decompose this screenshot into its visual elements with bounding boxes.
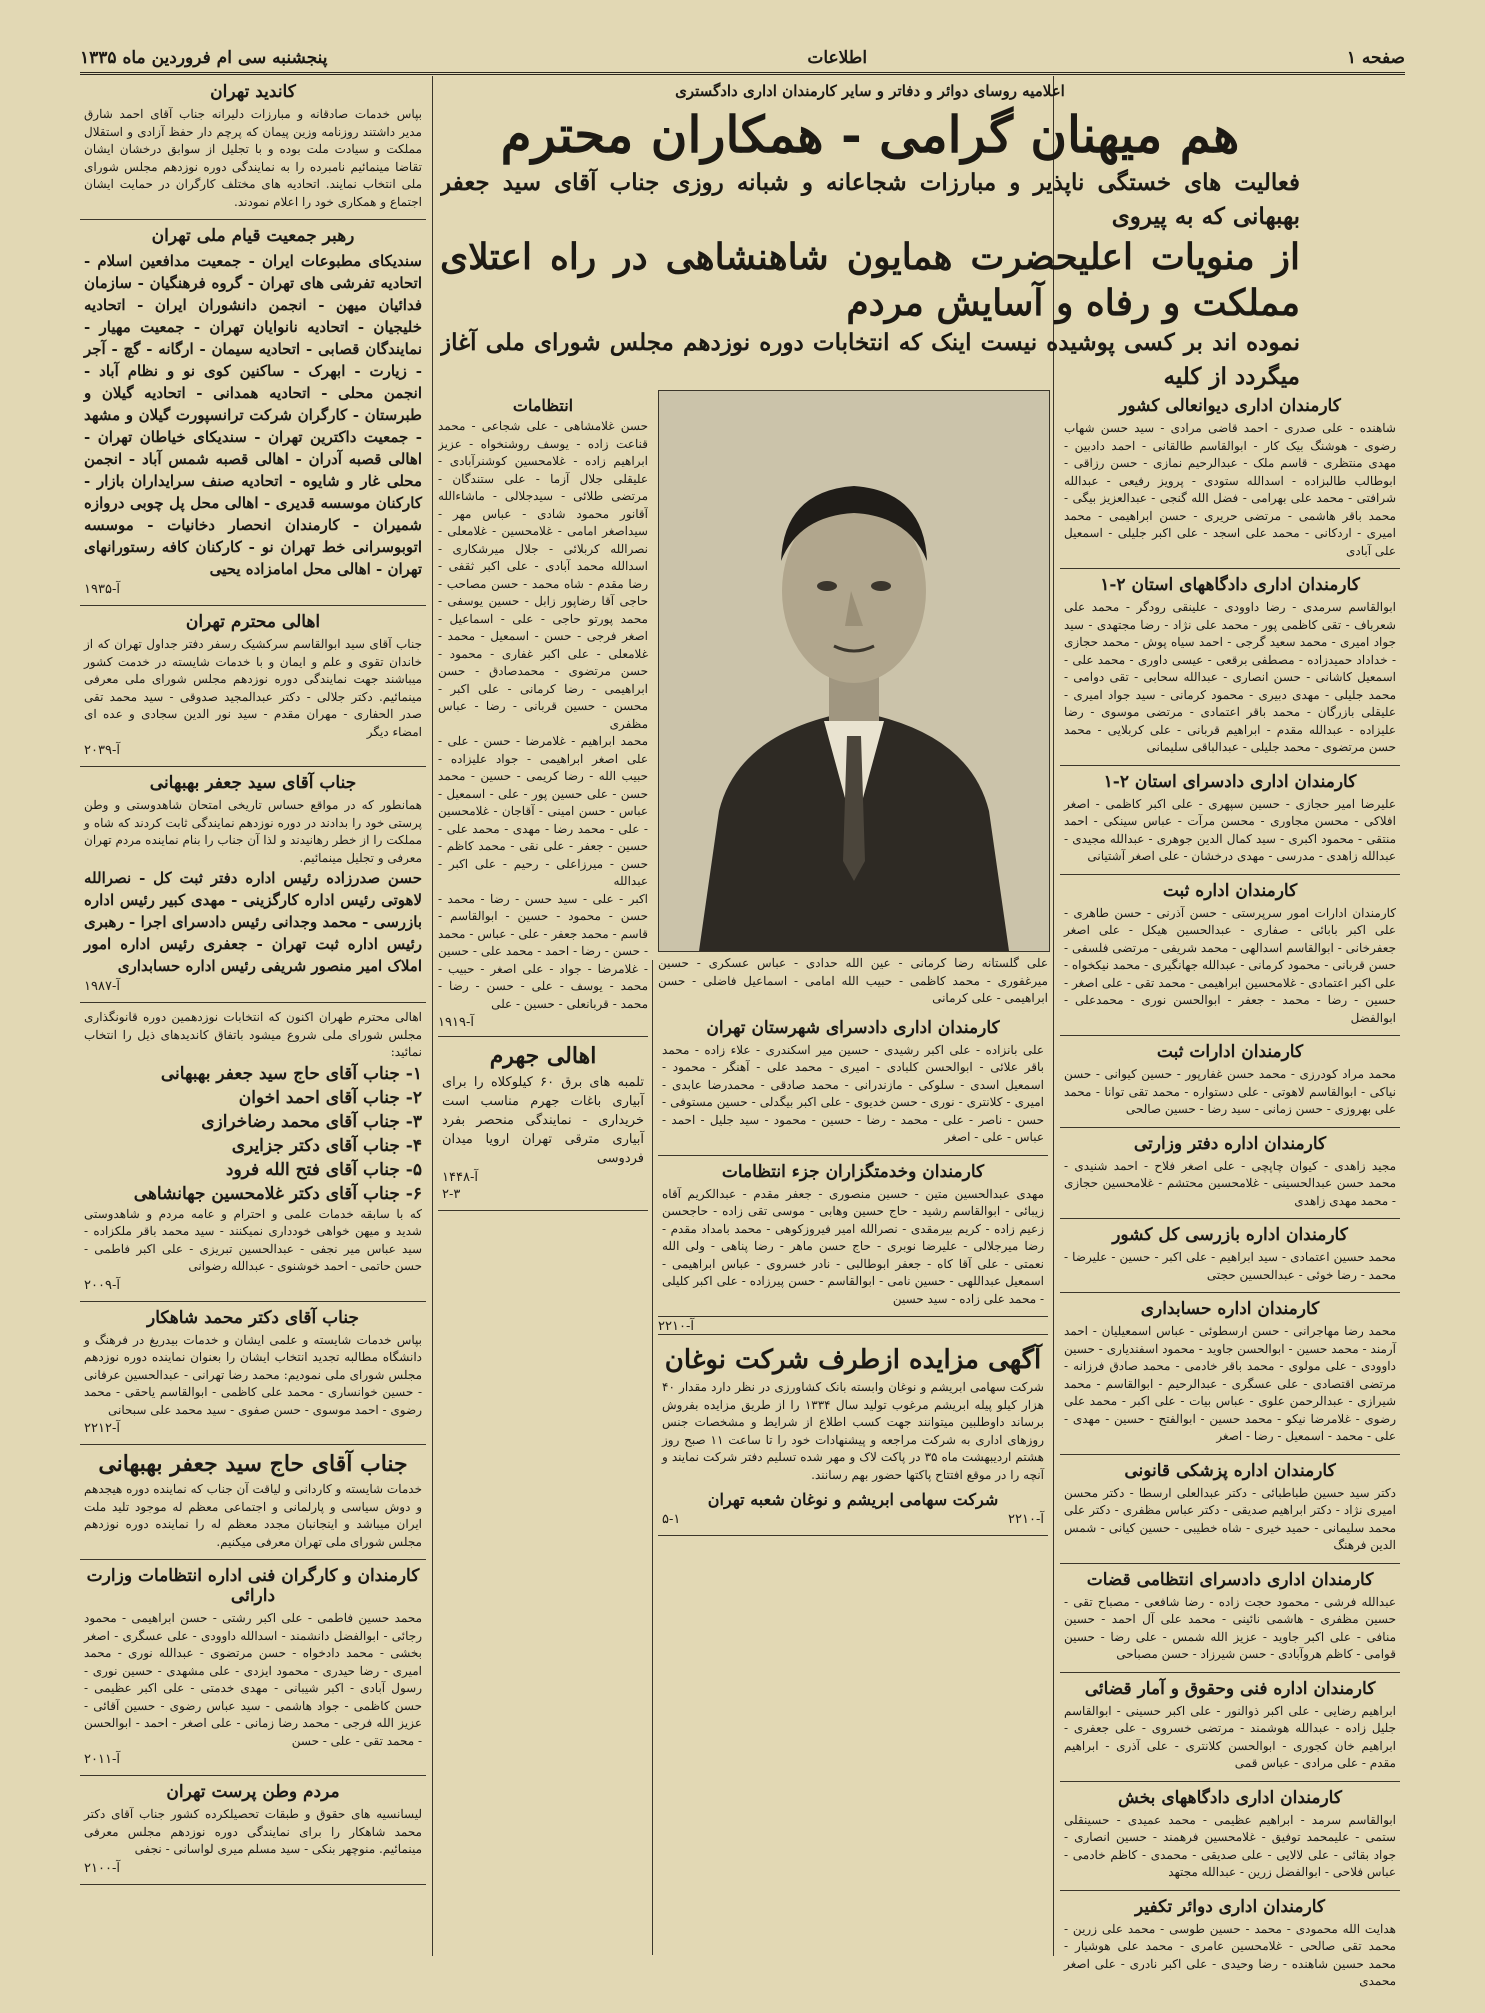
box-title: کارمندان اداری دادگاههای استان ۲-۱ — [1100, 575, 1360, 595]
left-box-1 — [80, 220, 426, 606]
lead-line-1: فعالیت های خستگی ناپذیر و مبارزات شجاعانه و شبانه روزی جناب آقای سید جعفر بهبهانی که به پیروی — [440, 169, 1300, 230]
box-sig: آ-۱۹۸۷ — [84, 979, 120, 994]
box-sig: آ-۲۱۰۰ — [84, 1860, 120, 1876]
ad-num-1: آ-۲۲۱۰ — [1008, 1512, 1044, 1527]
box-title: مردم وطن پرست تهران — [166, 1782, 340, 1802]
box-text: ابوالقاسم سرمدی - رضا داوودی - علینقی رودگر - محمد علی شعرباف - تقی کاظمی پور - محمد علی نژاد - رضا مجتهدی - سید جواد امیری - محمد سعید گرجی - احمد سیاه پوش - محمد حجازی - خداداد حمیدزاده - مصطفی برقعی - عیسی داوری - محمد علی - اسمعیل کاشانی - حسن انصاری - عبدالله سحابی - تقی دوامی - محمد جلیلی - مهدی دبیری - محمود کرمانی - سید جواد امیری - علیقلی بازرگان - محمد باقر اعتمادی - مرتضی موسوی - رضا علیزاده - عبدالله مقدم - ابراهیم قربانی - علی کربلایی - محمد حسن مرتضوی - محمد جلیلی - عبدالباقی سلیمانی — [1064, 600, 1396, 754]
lead-line-2: از منویات اعلیحضرت همایون شاهنشاهی در راه اعتلای مملکت و رفاه و آسایش مردم — [440, 236, 1300, 324]
main-headline: هم میهنان گرامی - همکاران محترم — [500, 105, 1240, 164]
issue-date: پنجشنبه سی ام فروردین ماه ۱۳۳۵ — [80, 48, 328, 68]
box-text: محمد مراد کودرزی - محمد حسن غفارپور - حسین کیوانی - حسن نیاکی - ابوالقاسم لاهوتی - علی دستواره - محمد تقی توانا - محمد علی بهروزی - حسن زمانی - سید رضا - حسین صالحی — [1064, 1067, 1396, 1116]
left-box-4 — [80, 1003, 426, 1302]
box-text: محمد رضا مهاجرانی - حسن ارسطوئی - عباس اسمعیلیان - احمد آرمند - محمد حسین - ابوالحسن جاوید - محمود اسفندیاری - حسین داوودی - علی مولوی - محمد باقر خادمی - محمد صادق فرزانه - مرتضی اقتصادی - علی عسگری - عبدالرحیم - ابوالقاسم - محمد شیرازی - عبدالرحمن علوی - عباس بیات - علی اکبر - محمد علی رضوی - غلامرضا نیکو - محمد حسین - ابوالفتح - حسین - مهدی - علی - محمد - اسمعیل - رضا - اصغر — [1064, 1324, 1396, 1443]
box-title: کارمندان اداری دادسرای استان ۲-۱ — [1103, 771, 1357, 792]
candidate-1: ۱- جناب آقای حاج سید جعفر بهبهانی — [160, 1063, 422, 1084]
box-text: شاهنده - علی صدری - احمد قاضی مرادی - سید حسن شهاب رضوی - هوشنگ بیک کار - ابوالقاسم طالقانی - احمد دادبین - مهدی منتظری - قاسم ملک - عبدالرحیم نمازی - حسن رزاقی - ابوطالب طالبزاده - اسدالله ستودی - پرویز رفیعی - عبدالله شرافتی - محمد علی بهرامی - فضل الله گنجی - عبدالعزیز بیگی - محمد باقر هاشمی - مرتضی حریری - حسن ابراهیمی - محمد امیری - اردکانی - محمد علی اسجد - علی اکبر جلیلی - اسمعیل علی آبادی — [1064, 421, 1396, 558]
candidate-6: ۶- جناب آقای دکتر غلامحسین جهانشاهی — [133, 1183, 422, 1204]
box-sig: آ-۲۲۱۲ — [84, 1421, 120, 1436]
box-sig: آ-۲۰۰۹ — [84, 1277, 120, 1293]
box-text: ابوالقاسم سرمد - ابراهیم عظیمی - محمد عمیدی - حسینقلی ستمی - علیمحمد توفیق - غلامحسین فرهمند - حسین انصاری - جواد بقائی - علی لالایی - علی صدیقی - محمدی - کاظم خادمی - عباس فلاحی - ابوالفضل زرین - عبدالله مجتهد — [1064, 1812, 1396, 1879]
box-text: کارمندان ادارات امور سرپرستی - حسن آذرنی - حسن طاهری - علی اکبر بابائی - صفاری - عبدالحسین هیکل - علی اصغر جعفرخانی - ابوالقاسم اسدالهی - محمد شریفی - مرتضی فلسفی - حسن قربانی - محمود کرمانی - عبدالله جهانگیری - محمد نیکخواه - علی اکبر اعتمادی - غلامحسین ابراهیمی - محمد تقی - علی اصغر - حسین - رضا - محمد - جعفر - ابوالحسن نوری - محمدعلی - ابوالفضل — [1064, 905, 1396, 1025]
right-box-12 — [1060, 1891, 1400, 1991]
page-number: صفحه ۱ — [1346, 48, 1405, 68]
box-extra: حسن صدرزاده رئیس اداره دفتر ثبت کل - نصرالله لاهوتی رئیس اداره کارگزینی - مهدی کبیر رئیس اداره بازرسی - محمد وجدانی رئیس دادسرای اجرا - رهبری رئیس اداره ثبت تهران - جعفری رئیس اداره امور املاک امیر منصور شریفی رئیس اداره حسابداری — [84, 869, 422, 975]
box-text: علی بانزاده - علی اکبر رشیدی - حسین میر اسکندری - علاء زاده - محمد باقر علائی - ابوالحسن کلبادی - امیری - محمد علی - آهنگر - محمود - اسمعیل اسدی - سلوکی - مازندرانی - محمد صادقی - محمدرضا عابدی - امیری - کلانتری - نوری - حسن خدیوی - علی اکبر بیگدلی - حسین مستوفی - حسن - ناصر - علی - محمد - رضا - حسین - محمود - سید جلیل - احمد - عباس - علی - اصغر — [662, 1042, 1044, 1144]
box-text: هدایت الله محمودی - محمد - حسین طوسی - محمد علی زرین - محمد تقی صالحی - غلامحسین عامری - محمد علی هوشیار - محمد حسین شاهنده - رضا وحیدی - علی اکبر نادری - علی اصغر محمدی — [1064, 1921, 1396, 1988]
page-header — [80, 32, 1405, 75]
ad-footer — [662, 1512, 1044, 1527]
ad-num-2: ۵-۱ — [662, 1512, 681, 1527]
mid-box-0 — [658, 1012, 1048, 1156]
box-title: کارمندان اداری دیوانعالی کشور — [1119, 396, 1341, 416]
right-box-1 — [1060, 569, 1400, 766]
left-box-0 — [80, 76, 426, 220]
mid-box-1 — [658, 1156, 1048, 1318]
box-title: جناب آقای سید جعفر بهبهانی — [149, 773, 357, 793]
lead-line-3: نموده اند بر کسی پوشیده نیست اینک که انتخابات دوره نوزدهم مجلس شورای ملی آغاز میگردد از کلیه — [440, 329, 1300, 390]
ahali-jahrom-box — [438, 1036, 648, 1211]
right-box-6 — [1060, 1219, 1400, 1293]
box-text: مهدی عبدالحسین متین - حسین منصوری - جعفر مقدم - عبدالکریم آقاه زیبائی - ابوالقاسم رشید - حاج حسین وهابی - موسی تقی زاده - حاجحسن زعیم زاده - کریم بیرمقدی - نصرالله امیر فیروزکوهی - محمد بامداد مقدم - رضا میرجلالی - علیرضا نوبری - حاج حسن ماهر - رضا پناهی - ولی الله نعمتی - علی آقا کاه - جعفر ابوطالبی - نادر خسروی - عباس ابراهیمی - اسمعیل عبداللهی - حسین نامی - ابوالقاسم - حسن پیرزاده - علی اکبر کلیلی - محمد علی زاده - سید حسین — [662, 1186, 1044, 1306]
right-box-5 — [1060, 1128, 1400, 1220]
box-text: محمد حسین اعتمادی - سید ابراهیم - علی اکبر - حسین - علیرضا - محمد - رضا خوئی - عبدالحسین حجتی — [1064, 1250, 1396, 1282]
box-title: کارمندان اداره ثبت — [1162, 880, 1298, 901]
box-title: کارمندان اداری دوائر تکفیر — [1135, 1896, 1325, 1917]
box-sig: آ-۱۹۳۵ — [84, 582, 120, 597]
box-text: جناب آقای سید ابوالقاسم سرکشیک رسفر دفتر جداول تهران که از خاندان تقوی و علم و ایمان و با خدمات شایسته در خدمت کشور میباشند جهت نمایندگی دوره نوزدهم مجلس شورای ملی معرفی مینمائیم. دکتر جلالی - دکتر عبدالمجید صدوقی - سید محمد تقی صدر الحفاری - مهران مقدم - سید نور الدین سجادی و عده ای امضاء دیگر — [84, 637, 422, 739]
right-box-8 — [1060, 1455, 1400, 1564]
ahali-title: اهالی جهرم — [489, 1043, 597, 1069]
announcer: اعلامیه روسای دوائر و دفاتر و سایر کارمندان اداری دادگستری — [675, 82, 1065, 100]
box-title: اهالی محترم تهران — [185, 612, 321, 632]
box-text: دکتر سید حسین طباطبائی - دکتر عبدالعلی ارسطا - دکتر محسن امیری نژاد - دکتر ابراهیم صدیقی - دکتر عباس مظفری - دکتر علی محمد سلیمانی - حمید خیری - شاه خطیبی - حسین کیانی - شمس الدین فرهنگ — [1064, 1485, 1396, 1552]
ad-text: شرکت سهامی ابریشم و نوغان وابسته بانک کشاورزی در نظر دارد مقدار ۴۰ هزار کیلو پیله ابریشم مرغوب تولید سال ۱۳۳۴ را از طریق مزایده بفروش برساند داوطلبین میتوانند جهت کسب اطلاع از شرایط و مشخصات جنس روزهای اداری به شرکت مراجعه و پیشنهادات خود را تا ساعت ۱۱ صبح روز هشتم اردیبهشت ماه ۳۵ در پاکت لاک و مهر شده تسلیم دفتر شرکت نمایند و آنچه را در موقع افتتاح پاکتها حضور بهم رسانند. — [662, 1380, 1045, 1482]
box-sig: آ-۲۰۱۱ — [84, 1752, 120, 1767]
right-box-9 — [1060, 1564, 1400, 1673]
box-title: کارمندان اداری دادسرای شهرستان تهران — [706, 1017, 1000, 1038]
left-box-8 — [80, 1776, 426, 1885]
left-box-5 — [80, 1302, 426, 1446]
intizamat-sig: آ-۱۹۱۹ — [438, 1015, 474, 1030]
box-text: مجید زاهدی - کیوان چاپچی - علی اصغر فلاح - احمد شنیدی - محمد حسن عبدالحسینی - غلامحسین محتشم - غلامحسین حجازی - محمد مهدی زاهدی — [1064, 1158, 1396, 1208]
mid-lower-sig: آ-۲۲۱۰ — [658, 1319, 694, 1334]
under-photo-column — [658, 955, 1048, 1955]
box-text: همانطور که در مواقع حساس تاریخی امتحان شاهدوستی و وطن پرستی خود را بدادند در دوره نوزدهم نمایندگی ثابت کردند که شاه و مملکت را از خطر رهانیدند و لذا آن جناب را بنام نماینده مردم تهران معرفی و تجلیل مینمائیم. — [84, 798, 422, 865]
box-title: کارمندان اداره فنی وحقوق و آمار قضائی — [1084, 1678, 1376, 1699]
photo-caption: علی گلستانه رضا کرمانی - عین الله حدادی - عباس عسکری - حسین میرغفوری - محمد کاظمی - حبیب الله امامی - اسماعیل فاضلی - حسن ابراهیمی - علی کرمانی — [658, 956, 1048, 1005]
right-box-0 — [1060, 390, 1400, 569]
box-text: سندیکای مطبوعات ایران - جمعیت مدافعین اسلام - اتحادیه تفرشی های تهران - گروه فرهنگیان - سازمان فدائیان میهن - انجمن دانشوران ایران - اتحادیه خلیجیان - اتحادیه نانوایان تهران - جمعیت مهیار - نمایندگان قصابی - اتحادیه سیمان - ارگانه - گچ - آجر - زیارت - ابهرک - ساکنین کوی نو و نظام آباد - انجمن محلی - اتحادیه همدانی - اتحادیه گیلان و طبرستان - کارگران شرکت ترانسپورت گیلان و مشهد - جمعیت داکترین تهران - سندیکای خیاطان تهران - اهالی قصبه آدران - اهالی قصبه شمس آباد - انجمن محلی غار و شایوه - اتحادیه صنف سرایداران بازار - کارکنان موسسه قدیری - اهالی محل پل چوبی دروازه شمیران - کارمندان انحصار دخانیات - موسسه اتوبوسرانی خط تهران نو - کارکنان کافه رستورانهای تهران - اهالی محل امامزاده یحیی — [84, 252, 422, 578]
box-text: بپاس خدمات صادقانه و مبارزات دلیرانه جناب آقای احمد شارق مدیر داشتند روزنامه وزین پیمان که پرچم دار حفظ آزادی و استقلال مملکت و سیادت ملت بوده و با تجلیل از سوابق درخشان ایشان تقاضا مینمائیم نامبرده را به نمایندگی دوره نوزدهم مجلس شورای ملی انتخاب نمایند. اتحادیه های مختلف کارگران در حمایت ایشان اجتماع و همکاری خود را اعلام نمودند. — [84, 107, 422, 209]
box-text: علیرضا امیر حجازی - حسین سپهری - علی اکبر کاظمی - اصغر افلاکی - محسن مجاوری - محسن مرآت - عباس سینکی - احمد منتقی - محمود اکبری - سید کمال الدین جوهری - عبدالله مجیدی - عبدالله زاهدی - مدرسی - مهدی درخشان - علی اصغر آشتیانی — [1064, 796, 1397, 863]
main-announcement — [440, 80, 1300, 390]
box-title: جناب آقای دکتر محمد شاهکار — [146, 1307, 359, 1328]
box-title: کارمندان اداره بازرسی کل کشور — [1112, 1225, 1348, 1245]
box-title: رهبر جمعیت قیام ملی تهران — [151, 226, 355, 246]
column-rule-middle-lower — [652, 960, 653, 1955]
portrait-photo — [658, 390, 1050, 952]
ahali-sig: آ-۱۴۴۸ — [442, 1170, 478, 1185]
box-text: خدمات شایسته و کاردانی و لیاقت آن جناب که نماینده دوره هیجدهم و دوش سیاسی و پارلمانی و اجتماعی معظم له موجود تلید ملت ایران میباشد و اینجانبان مجدد معظم له را نماینده دوره نوزدهم مجلس شورای ملی تهران معرفی میکنیم. — [84, 1482, 422, 1549]
candidate-3: ۳- جناب آقای محمد رضاخرازی — [201, 1111, 422, 1132]
ahali-num: ۲-۳ — [442, 1187, 461, 1202]
box-title: کارمندان اداره پزشکی قانونی — [1124, 1460, 1336, 1481]
ahali-text: تلمبه های برق ۶۰ کیلوکلاه را برای آبیاری باغات جهرم مناسب است خریداری - نمایندگی منحصر بفرد آبیاری مترقی تهران ارویا میدان فردوسی — [442, 1075, 644, 1166]
ad-sign: شرکت سهامی ابریشم و نوغان شعبه تهران — [707, 1490, 999, 1509]
left-box-3 — [80, 767, 426, 1003]
box-text: بپاس خدمات شایسته و علمی ایشان و خدمات بیدریغ در فرهنگ و دانشگاه مطالبه تجدید انتخاب ایشان را بعنوان نماینده دوره نوزدهم مجلس شورای ملی نمودیم: محمد رضا تهرانی - عبدالحسین عرفانی - حسین خوانساری - محمد علی کاظمی - ابوالقاسم یاحقی - محمد رضوی - احمد موسوی - حسن صفوی - سید محمد علی سبحانی — [84, 1332, 422, 1417]
right-box-7 — [1060, 1293, 1400, 1455]
right-box-11 — [1060, 1782, 1400, 1891]
box-title: کارمندان اداری دادگاههای بخش — [1118, 1787, 1342, 1808]
candidate-4: ۴- جناب آقای دکتر جزایری — [231, 1135, 422, 1156]
left-box-6 — [80, 1445, 426, 1560]
intizamat-line-3: اکبر - علی - سید حسن - رضا - محمد - حسن - محمود - حسین - ابوالقاسم - قاسم - محمد جعفر - علی - عباس - محمد - حسن - رضا - احمد - محمد علی - حسین - غلامرضا - جواد - علی اصغر - حبیب - محمد - یوسف - علی - حسن - رضا - محمد - قربانعلی - حسین - علی — [438, 891, 648, 1011]
right-box-3 — [1060, 875, 1400, 1037]
left-box-7 — [80, 1560, 426, 1776]
box-text: ابراهیم رضایی - علی اکبر ذوالنور - علی اکبر حسینی - ابوالقاسم جلیل زاده - عبدالله هوشمند - مرتضی خسروی - علی جعفری - ابراهیم خان کجوری - ابوالحسن کلانتری - علی آذری - ابراهیم مقدم - علی مرادی - عباس قمی — [1064, 1703, 1396, 1770]
box-title: کارمندان اداری دادسرای انتظامی قضات — [1086, 1569, 1374, 1590]
intizamat-column — [438, 390, 648, 1955]
right-box-10 — [1060, 1673, 1400, 1782]
newspaper-name: اطلاعات — [807, 48, 868, 68]
box-title: کارمندان ادارات ثبت — [1156, 1042, 1304, 1062]
column-rule-left — [432, 76, 433, 1956]
left-box-2 — [80, 606, 426, 767]
right-column — [1060, 390, 1400, 1990]
noghan-ad — [658, 1334, 1048, 1536]
ad-title: آگهی مزایده ازطرف شرکت نوغان — [664, 1345, 1042, 1375]
box-title: کاندید تهران — [210, 82, 296, 102]
box-sig: آ-۲۰۳۹ — [84, 743, 120, 758]
intizamat-line-2: محمد ابراهیم - غلامرضا - حسن - علی - علی اصغر ابراهیمی - جواد علیزاده - حبیب الله - رضا کریمی - حسین - محمد حسن - علی حسین پور - علی - اسمعیل - عباس - حسن امینی - آقاجان - غلامحسین - علی - محمد رضا - مهدی - محمد علی - حسین - جعفر - علی نقی - محمد کاظم - حسن - میرزاعلی - رحیم - علی اکبر - عبدالله — [438, 734, 648, 888]
box-text: محمد حسین فاطمی - علی اکبر رشتی - حسن ابراهیمی - محمود رجائی - ابوالفضل دانشمند - اسدالله داوودی - علی عسگری - اصغر بخشی - محمد دادخواه - حسن مرتضوی - عبدالله نوری - محمد امیری - رضا حیدری - محمود ایزدی - علی مشهدی - حسین نوری - رسول آبادی - اکبر شیبانی - مهدی خدمتی - علی اکبر عظیمی - حسن کاظمی - جواد هاشمی - سید عباس رضوی - حسین آقائی - عزیز الله فرجی - محمد رضا زمانی - علی اصغر - احمد - ابوالحسن - محمد تقی - علی - حسن — [84, 1611, 422, 1748]
box-text: لیسانسیه های حقوق و طبقات تحصیلکرده کشور جناب آقای دکتر محمد شاهکار را برای نمایندگی دوره نوزدهم مجلس معرفی مینمائیم. منوچهر بنکی - سید مسلم میری لواسانی - نجفی — [84, 1807, 422, 1856]
candidate-5: ۵- جناب آقای فتح الله فرود — [225, 1159, 422, 1180]
box-title: کارمندان اداره حسابداری — [1140, 1299, 1320, 1319]
left-column — [80, 76, 426, 1986]
box-title: کارمندان و کارگران فنی اداره انتظامات وزارت دارائی — [86, 1566, 420, 1606]
box-title: جناب آقای حاج سید جعفر بهبهانی — [98, 1451, 408, 1477]
intizamat-line-1: حسن غلامشاهی - علی شجاعی - محمد قناعت زاده - یوسف روشنخواه - عزیز ابراهیم زاده - غلامحسین کوشنرآبادی - علیقلی جلال آزما - علی ستندگان - مرتضی طلائی - سیدجلالی - ماشاءالله آقانور محمود شادی - عباس مهر - سیداصغر امامی - غلامحسین - غلامعلی - نصرالله کربلائی - جلال میرشکاری - اسدالله محمد آبادی - علی اکبر ثقفی - رضا مقدم - شاه محمد - حسن مصاحب - حاجی آقا رضاپور زابل - حسین یوسفی - محمد پورتو حاجی - علی - اسماعیل - اصغر فرجی - حسن - اسمعیل - محمد - غلامعلی - علی اکبر غفاری - محمود - حسن مرتضوی - محمدصادق - حسن ابراهیمی - رضا کرمانی - علی اکبر - محسن - حسین قربانی - رضا - عباس مظفری — [438, 419, 648, 731]
right-box-2 — [1060, 766, 1400, 875]
box-title: کارمندان اداره دفتر وزارتی — [1133, 1133, 1327, 1154]
box-title: کارمندان وخدمتگزاران جزء انتظامات — [721, 1161, 985, 1182]
box-text: که با سابقه خدمات علمی و احترام و عامه مردم و شاهدوستی شدید و میهن خواهی خودداری نمیکنند - سید محمد باقر ملکزاده - سید عباس میر نجفی - عبدالحسین تبریزی - علی اکبر فاطمی - حسن حاتمی - احمد خوشنوی - عبدالله رضوانی — [84, 1206, 422, 1273]
box-text: عبدالله فرشی - محمود حجت زاده - رضا شافعی - مصباح تقی - حسین مظفری - هاشمی نائینی - محمد علی آل احمد - حسین منافی - علی اکبر جاوید - عزیز الله شمس - علی رضا - حسین قوامی - کاظم هروآبادی - حسن شیرزاد - حسن مصباحی — [1064, 1594, 1396, 1661]
box-title: اهالی محترم طهران اکنون که انتخابات نوزدهمین دوره قانونگذاری مجلس شورای ملی شروع میشود باتفاق کاندیدهای ذیل را انتخاب نمائید: — [84, 1010, 422, 1059]
portrait-illustration — [659, 391, 1049, 951]
intizamat-title: انتظامات — [512, 396, 574, 415]
right-box-4 — [1060, 1036, 1400, 1128]
candidate-2: ۲- جناب آقای احمد اخوان — [238, 1087, 422, 1108]
